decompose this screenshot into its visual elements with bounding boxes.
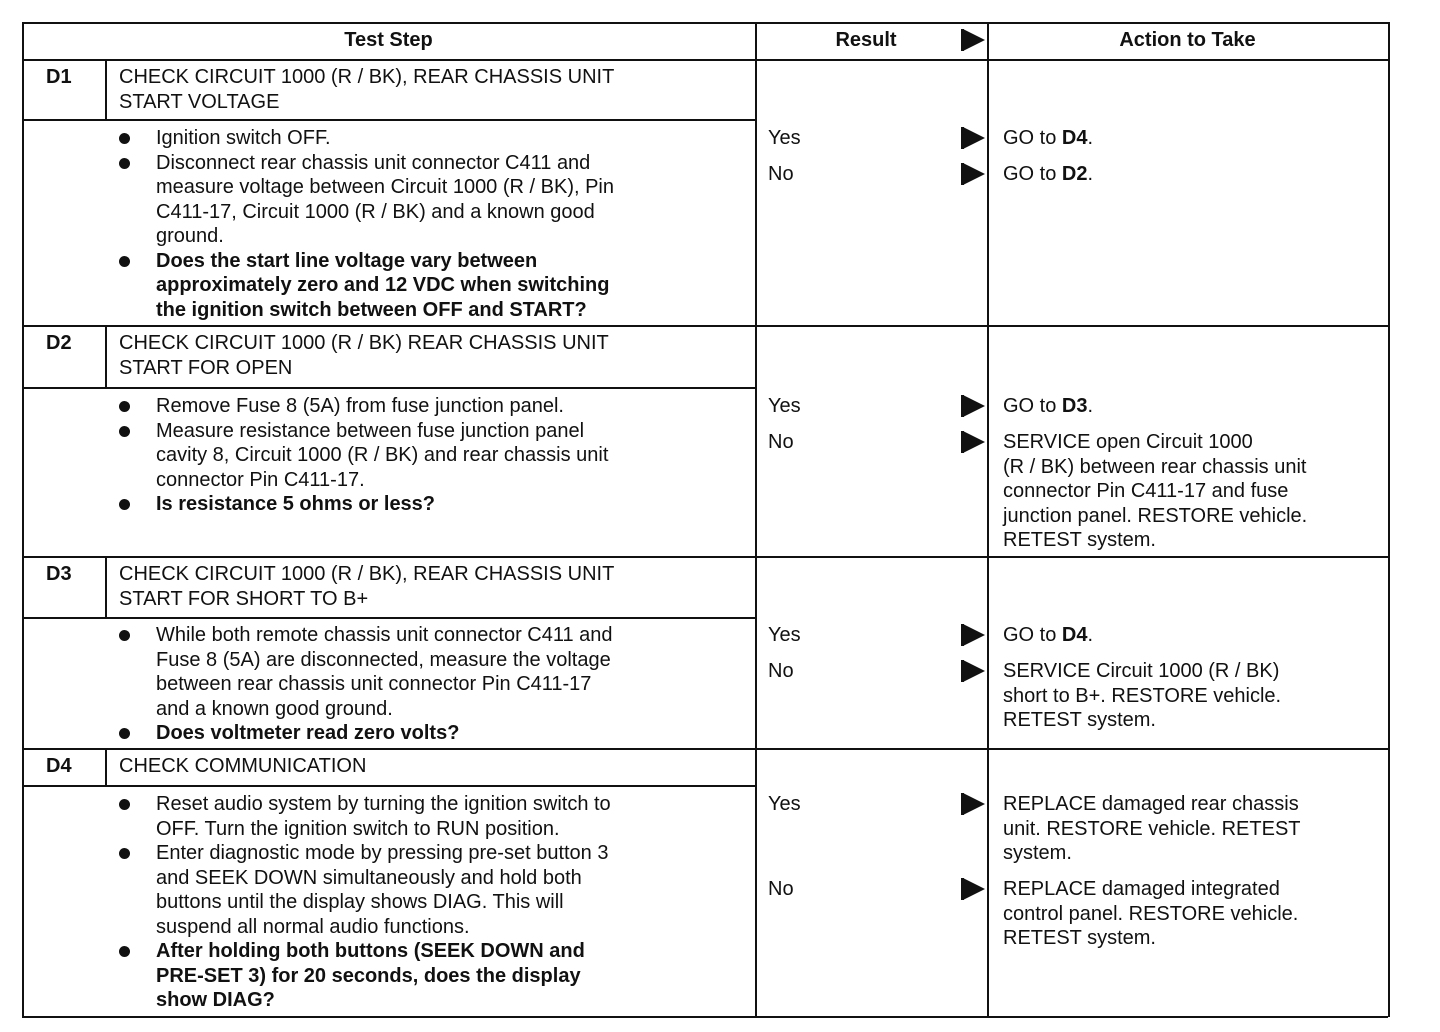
bullet-icon	[119, 848, 130, 859]
bullet-text-line: and a known good ground.	[156, 697, 393, 720]
action-text	[1003, 126, 1093, 151]
step-title-line: CHECK COMMUNICATION	[119, 755, 367, 777]
action-text-line: RETEST system.	[1003, 927, 1156, 949]
bullet-text-line: Does the start line voltage vary between	[156, 249, 538, 272]
action-text-segment: .	[1087, 395, 1094, 417]
step-title-line: START FOR OPEN	[119, 356, 293, 379]
step-title-bottom-border-d1	[22, 119, 755, 121]
action-text-line: system.	[1003, 842, 1072, 864]
bullet-icon	[119, 499, 130, 510]
result-arrow-icon	[963, 395, 985, 417]
result-arrow-icon	[963, 163, 985, 185]
bullet-text-line: After holding both buttons (SEEK DOWN and	[156, 940, 585, 962]
result-column-left-border	[755, 22, 757, 1017]
action-text-line: REPLACE damaged integrated	[1003, 878, 1280, 900]
header-bottom-border	[22, 59, 1388, 61]
bullet-text-line: Ignition switch OFF.	[156, 127, 331, 149]
action-text	[1003, 623, 1093, 648]
bullet-text-line: PRE-SET 3) for 20 seconds, does the display	[156, 964, 581, 987]
action-text-segment: .	[1087, 163, 1094, 185]
result-label-no: No	[768, 431, 794, 453]
step-id-divider-d3	[105, 556, 107, 617]
result-arrow-icon	[963, 624, 985, 646]
bullet-text-line: Reset audio system by turning the ignition switch to	[156, 793, 611, 815]
bullet-text-line: between rear chassis unit connector Pin C411-17	[156, 673, 592, 695]
result-label-no: No	[768, 878, 794, 900]
result-label-no: No	[768, 163, 794, 185]
bullet-icon	[119, 256, 130, 267]
result-arrow-icon	[963, 127, 985, 149]
action-step-ref: D4	[1061, 127, 1088, 149]
action-text-segment: .	[1087, 624, 1094, 646]
action-text	[1003, 162, 1093, 187]
action-text-line: connector Pin C411-17 and fuse	[1003, 480, 1289, 502]
step-id-d1: D1	[46, 66, 72, 88]
bullet-text-line: approximately zero and 12 VDC when switching	[156, 274, 610, 296]
action-text-line: (R / BK) between rear chassis unit	[1003, 455, 1307, 478]
action-text-segment: GO to	[1003, 163, 1062, 185]
bullet-icon	[119, 158, 130, 169]
bullet-text-line: buttons until the display shows DIAG. This will	[156, 891, 564, 913]
bullet-text-line: Fuse 8 (5A) are disconnected, measure the voltage	[156, 648, 611, 671]
table-left-border	[22, 22, 24, 1017]
bullet-text-line: Remove Fuse 8 (5A) from fuse junction panel.	[156, 395, 564, 417]
step-title-bottom-border-d3	[22, 617, 755, 619]
result-label-no: No	[768, 660, 794, 682]
result-label-yes: Yes	[768, 793, 801, 815]
bullet-text-line: ground.	[156, 225, 224, 247]
bullet-text-line: Does voltmeter read zero volts?	[156, 722, 460, 744]
header-action-to-take: Action to Take	[1119, 29, 1256, 51]
bullet-text-line: Is resistance 5 ohms or less?	[156, 493, 436, 515]
bullet-text-line: connector Pin C411-17.	[156, 468, 365, 491]
step-title-line: START VOLTAGE	[119, 90, 280, 113]
action-step-ref: D3	[1061, 395, 1088, 417]
section-top-border-d3	[22, 556, 1388, 558]
bullet-text-line: OFF. Turn the ignition switch to RUN position.	[156, 817, 560, 840]
bullet-text-line: suspend all normal audio functions.	[156, 915, 470, 938]
result-arrow-icon	[963, 660, 985, 682]
step-title-line: CHECK CIRCUIT 1000 (R / BK), REAR CHASSIS UNIT	[119, 66, 615, 88]
header-result: Result	[835, 29, 897, 51]
bullet-text-line: cavity 8, Circuit 1000 (R / BK) and rear chassis unit	[156, 444, 609, 466]
step-id-divider-d1	[105, 59, 107, 119]
step-id-d3: D3	[46, 563, 72, 585]
action-text-segment: GO to	[1003, 624, 1062, 646]
action-text-line: REPLACE damaged rear chassis	[1003, 793, 1299, 815]
step-title-bottom-border-d2	[22, 387, 755, 389]
action-text-line: SERVICE open Circuit 1000	[1003, 431, 1253, 453]
step-id-d2: D2	[46, 332, 72, 354]
action-text-segment: GO to	[1003, 127, 1062, 149]
action-text-line: RETEST system.	[1003, 529, 1156, 551]
bullet-text-line: Measure resistance between fuse junction panel	[156, 419, 585, 442]
step-title-line: START FOR SHORT TO B+	[119, 587, 369, 610]
bullet-text-line: show DIAG?	[156, 989, 275, 1011]
result-label-yes: Yes	[768, 624, 801, 646]
table-right-border	[1388, 22, 1390, 1017]
bullet-icon	[119, 946, 130, 957]
bullet-icon	[119, 133, 130, 144]
action-text	[1003, 394, 1093, 419]
action-step-ref: D2	[1061, 163, 1088, 185]
bullet-icon	[119, 799, 130, 810]
header-test-step: Test Step	[344, 29, 433, 51]
action-text-segment: .	[1087, 127, 1094, 149]
action-text-line: short to B+. RESTORE vehicle.	[1003, 684, 1282, 707]
table-top-border	[22, 22, 1388, 24]
header-result-arrow-icon	[963, 29, 985, 51]
action-text-line: unit. RESTORE vehicle. RETEST	[1003, 817, 1301, 840]
result-arrow-icon	[963, 793, 985, 815]
step-id-divider-d4	[105, 748, 107, 785]
result-arrow-icon	[963, 431, 985, 453]
action-text-line: SERVICE Circuit 1000 (R / BK)	[1003, 660, 1280, 682]
bullet-icon	[119, 426, 130, 437]
step-title-line: CHECK CIRCUIT 1000 (R / BK), REAR CHASSIS UNIT	[119, 563, 615, 585]
bullet-text-line: Enter diagnostic mode by pressing pre-set button 3	[156, 842, 609, 864]
step-id-divider-d2	[105, 325, 107, 387]
action-text-line: control panel. RESTORE vehicle.	[1003, 902, 1299, 925]
action-text-line: junction panel. RESTORE vehicle.	[1003, 504, 1308, 527]
table-bottom-border	[22, 1016, 1388, 1018]
result-arrow-icon	[963, 878, 985, 900]
result-label-yes: Yes	[768, 395, 801, 417]
action-text-segment: GO to	[1003, 395, 1062, 417]
step-id-d4: D4	[46, 755, 72, 777]
section-top-border-d2	[22, 325, 1388, 327]
bullet-text-line: While both remote chassis unit connector C411 and	[156, 624, 613, 646]
action-step-ref: D4	[1061, 624, 1088, 646]
bullet-text-line: Disconnect rear chassis unit connector C411 and	[156, 151, 591, 174]
step-title-line: CHECK CIRCUIT 1000 (R / BK) REAR CHASSIS UNIT	[119, 332, 609, 354]
action-text-line: RETEST system.	[1003, 709, 1156, 731]
bullet-icon	[119, 728, 130, 739]
bullet-icon	[119, 401, 130, 412]
bullet-icon	[119, 630, 130, 641]
action-column-left-border	[987, 22, 989, 1017]
bullet-text-line: the ignition switch between OFF and START?	[156, 298, 587, 321]
bullet-text-line: C411-17, Circuit 1000 (R / BK) and a known good	[156, 200, 595, 223]
bullet-text-line: measure voltage between Circuit 1000 (R / BK), Pin	[156, 176, 614, 198]
section-top-border-d4	[22, 748, 1388, 750]
bullet-text-line: and SEEK DOWN simultaneously and hold both	[156, 866, 582, 889]
step-title-bottom-border-d4	[22, 785, 755, 787]
result-label-yes: Yes	[768, 127, 801, 149]
